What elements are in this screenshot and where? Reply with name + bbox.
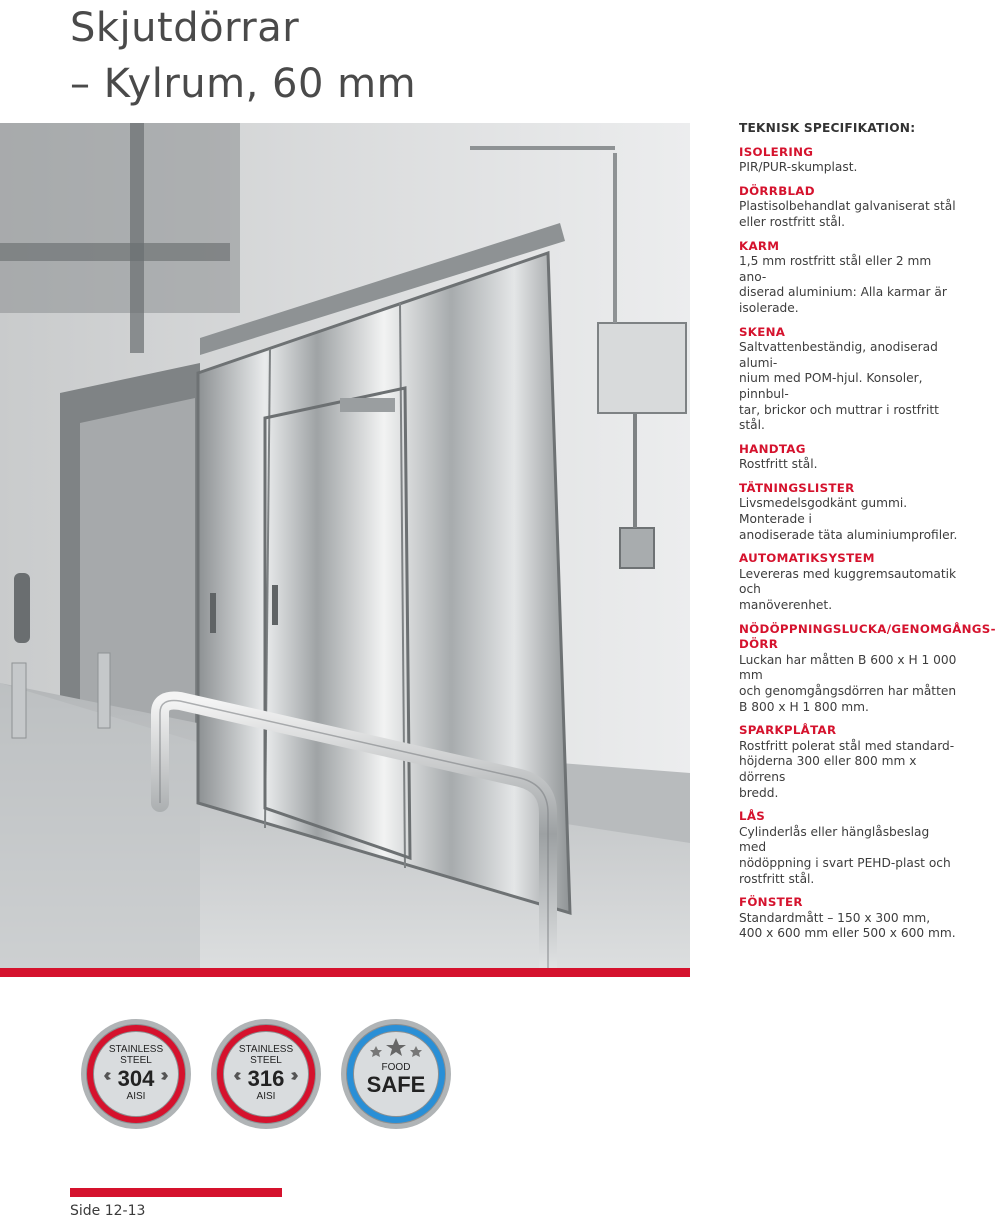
badge-1-line2: STEEL: [120, 1055, 152, 1066]
spec-section-heading: FÖNSTER: [739, 895, 803, 910]
spec-section-heading: ISOLERING: [739, 144, 814, 159]
badge-3-number: SAFE: [366, 1072, 426, 1097]
badge-food-safe: [340, 1018, 452, 1130]
accent-bar: [0, 968, 690, 977]
technical-specification: [739, 121, 996, 950]
spec-section-text: Saltvattenbeständig, anodiserad alumi- nium med POM-hjul. Konsoler, pinnbul- tar, brickor och muttrar i rostfritt stål.: [739, 340, 939, 433]
badge-stainless-316: [210, 1018, 322, 1130]
badge-2-line2: STEEL: [250, 1055, 282, 1066]
badge-2-number: 316: [247, 1066, 285, 1091]
badge-2-line3: AISI: [256, 1091, 276, 1102]
spec-section-text: Livsmedelsgodkänt gummi. Monterade i anodiserade täta aluminiumprofiler.: [739, 496, 958, 542]
badge-1-line3: AISI: [126, 1091, 146, 1102]
title-line-2: – Kylrum, 60 mm: [70, 61, 417, 107]
spec-section-heading: AUTOMATIKSYSTEM: [739, 551, 875, 566]
spec-section: [739, 895, 960, 942]
spec-section: [739, 145, 960, 176]
spec-section: [739, 184, 960, 231]
spec-section-text: Plastisolbehandlat galvaniserat stål eller rostfritt stål.: [739, 199, 956, 229]
spec-section-heading: LÅS: [739, 809, 766, 824]
certification-badges: [80, 1018, 460, 1133]
spec-section-heading: SKENA: [739, 324, 786, 339]
page-number: Side 12-13: [70, 1203, 146, 1219]
spec-section-text: Cylinderlås eller hänglåsbeslag med nödöppning i svart PEHD-plast och rostfritt stål.: [739, 824, 951, 886]
badge-1-number: 304: [117, 1066, 155, 1091]
badge-3-line1: FOOD: [381, 1062, 411, 1073]
spec-section-text: Levereras med kuggremsautomatik och manöverenhet.: [739, 566, 957, 613]
badge-1-line1: STAINLESS: [108, 1044, 164, 1055]
spec-sections: [739, 144, 996, 942]
spec-section-text: Rostfritt stål.: [739, 457, 818, 472]
spec-section-text: 1,5 mm rostfritt stål eller 2 mm ano- diserad aluminium: Alla karmar är isolerade.: [739, 254, 947, 315]
footer-accent-bar: [70, 1188, 282, 1197]
page-title: [70, 0, 416, 112]
spec-section-heading: DÖRRBLAD: [739, 183, 815, 198]
spec-section: [739, 551, 960, 613]
badge-stainless-304: [80, 1018, 192, 1130]
spec-section-text: Luckan har måtten B 600 x H 1 000 mm och genomgångsdörren har måtten B 800 x H 1 800 mm.: [739, 652, 957, 714]
product-photo: [0, 123, 690, 968]
badge-2-line1: STAINLESS: [238, 1044, 294, 1055]
spec-section: [739, 723, 960, 801]
spec-section-heading: NÖDÖPPNINGSLUCKA/GENOMGÅNGS- DÖRR: [739, 621, 996, 652]
spec-section: [739, 325, 960, 434]
spec-section-heading: SPARKPLÅTAR: [739, 723, 837, 738]
spec-section: [739, 621, 996, 716]
spec-section: [739, 239, 960, 317]
spec-section-heading: HANDTAG: [739, 441, 806, 456]
spec-section-text: Standardmått – 150 x 300 mm, 400 x 600 mm eller 500 x 600 mm.: [739, 910, 956, 941]
spec-section: [739, 809, 960, 887]
spec-section-heading: TÄTNINGSLISTER: [739, 480, 855, 495]
spec-section-heading: KARM: [739, 238, 780, 253]
spec-section: [739, 481, 960, 543]
spec-section: [739, 442, 960, 473]
spec-heading: TEKNISK SPECIFIKATION:: [739, 121, 916, 135]
title-line-1: Skjutdörrar: [70, 5, 300, 51]
spec-section-text: Rostfritt polerat stål med standard- höjderna 300 eller 800 mm x dörrens bredd.: [739, 738, 955, 800]
spec-section-text: PIR/PUR-skumplast.: [739, 160, 858, 175]
